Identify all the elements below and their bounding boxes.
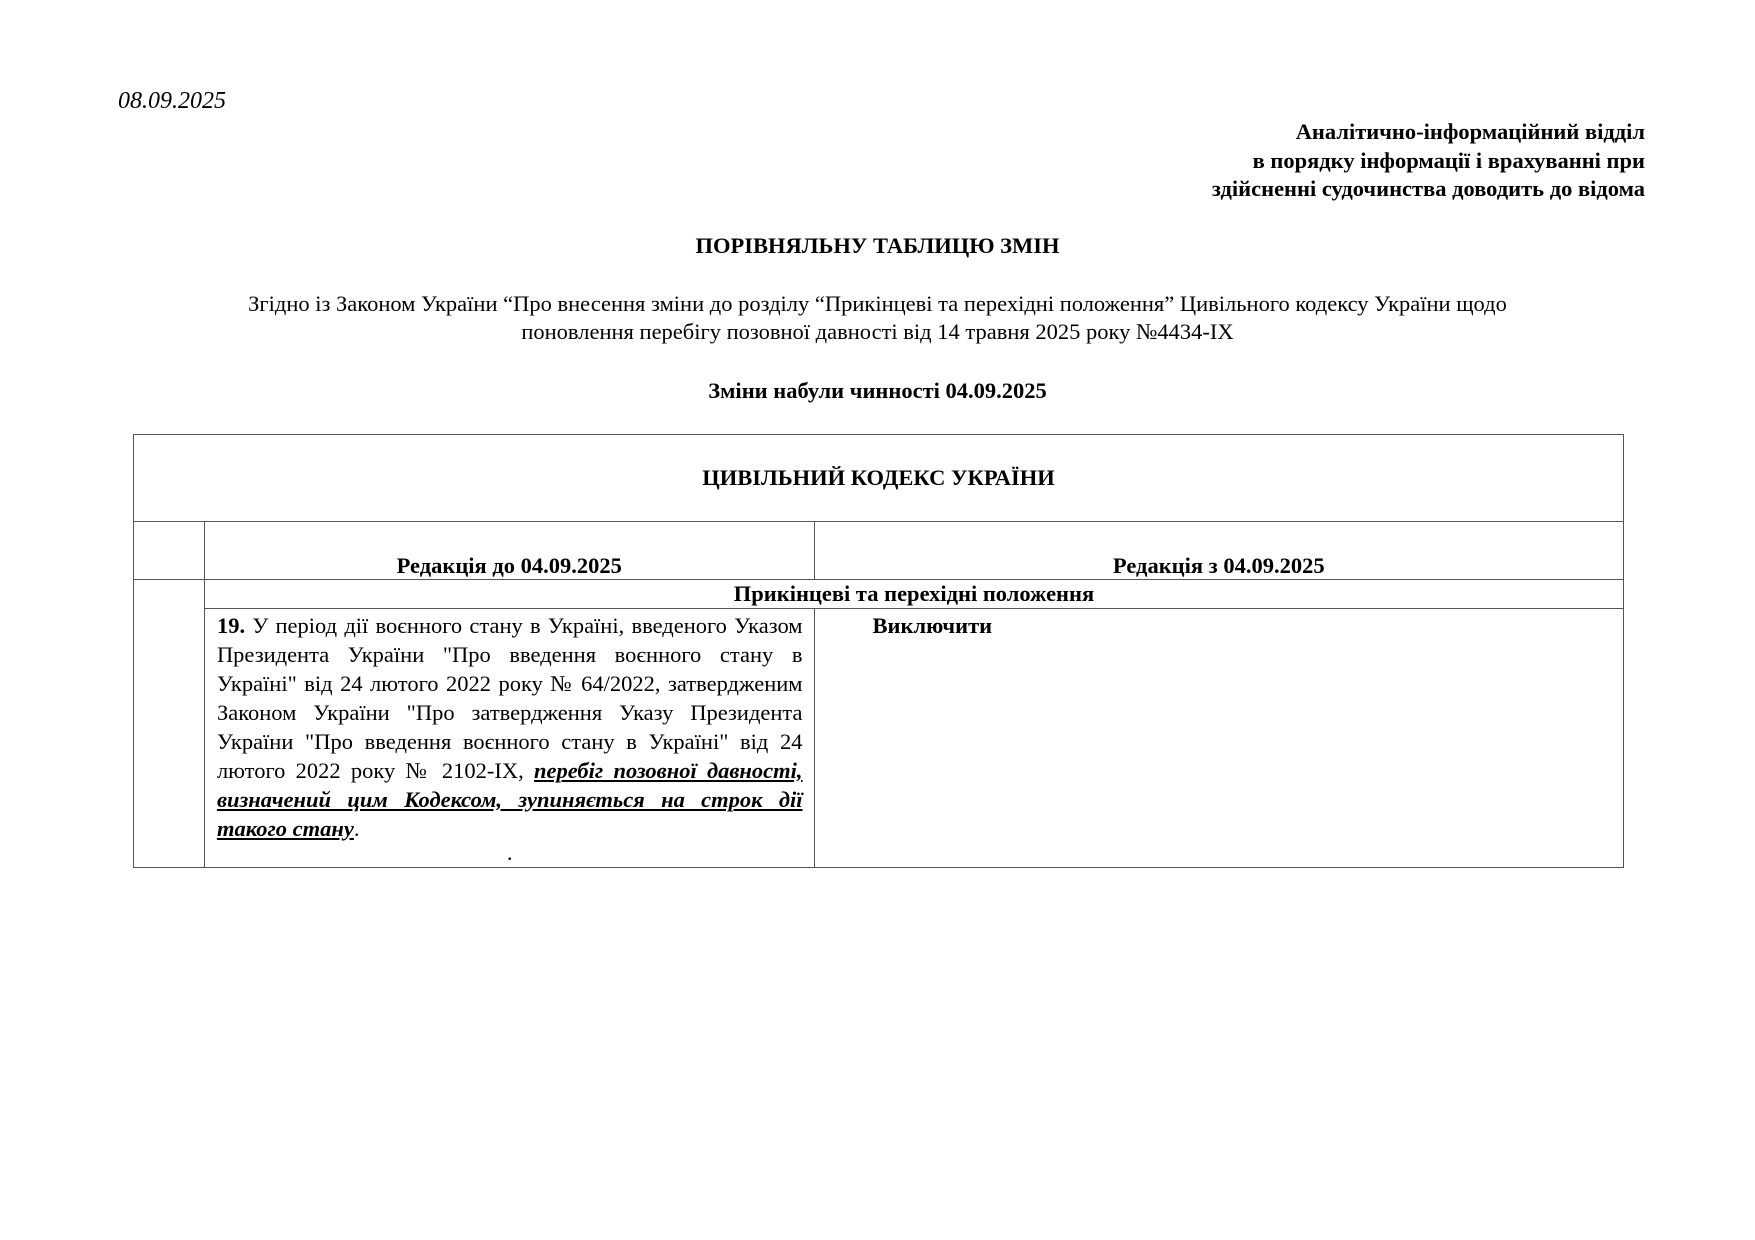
law-reference-line: поновлення перебігу позовної давності від 14 травня 2025 року №4434-IX [521, 319, 1234, 344]
new-edition-text: Виключити [872, 613, 993, 638]
clause-emphasis: перебіг позовної давності, визначений цим Кодексом, зупиняється на строк дії такого стану [216, 758, 803, 841]
law-reference [150, 290, 1605, 346]
department-header-line: Аналітично-інформаційний відділ [1295, 119, 1645, 144]
department-header [1212, 118, 1645, 204]
new-edition-cell [814, 609, 1623, 868]
table-row [134, 609, 1624, 868]
document-date: 08.09.2025 [118, 88, 226, 114]
empty-cell [134, 522, 205, 580]
clause-text: У період дії воєнного стану в Україні, введеного Указом Президента України "Про введення воєнного стану в Україні" від 24 лютого 2022 року № 64/2022, затвердженим Законом України "Про затвердження Указу Президента України "Про введення воєнного стану в Україні" від 24 лютого 2022 року № 2102-IX, [216, 613, 803, 783]
effective-date-note: Зміни набули чинності 04.09.2025 [708, 378, 1047, 403]
law-reference-line: Згідно із Законом України “Про внесення зміни до розділу “Прикінцеві та перехідні положення” Цивільного кодексу України щодо [248, 291, 1507, 316]
clause-end: . [353, 816, 360, 841]
column-header-new: Редакція з 04.09.2025 [814, 522, 1623, 580]
table-header-row [134, 522, 1624, 580]
old-edition-cell [204, 609, 814, 868]
column-header-old: Редакція до 04.09.2025 [204, 522, 814, 580]
document-title: ПОРІВНЯЛЬНУ ТАБЛИЦЮ ЗМІН [695, 233, 1060, 258]
section-title: Прикінцеві та перехідні положення [204, 580, 1623, 609]
code-title: ЦИВІЛЬНИЙ КОДЕКС УКРАЇНИ [134, 435, 1624, 522]
table-title-row [134, 435, 1624, 522]
department-header-line: здійсненні судочинства доводить до відома [1211, 176, 1645, 201]
department-header-line: в порядку інформації і врахуванні при [1252, 147, 1645, 173]
clause-number: 19. [216, 613, 246, 638]
clause-dot: . [506, 840, 513, 865]
comparison-table [133, 434, 1624, 868]
section-row [134, 580, 1624, 609]
empty-cell [134, 580, 205, 868]
